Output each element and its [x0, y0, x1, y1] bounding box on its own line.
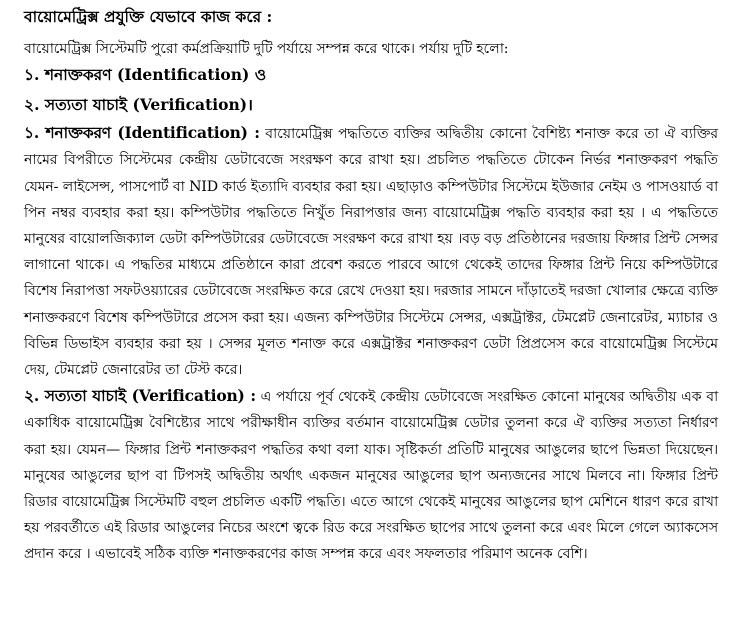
section-heading: বায়োমেট্রিক্স প্রযুক্তি যেভাবে কাজ করে :: [24, 7, 273, 26]
identification-paragraph: [24, 120, 718, 383]
identification-lead: ১. শনাক্তকরণ (Identification) :: [24, 123, 260, 143]
verification-lead: ২. সত্যতা যাচাই (Verification) :: [24, 386, 256, 406]
stage-item-identification: ১. শনাক্তকরণ (Identification) ও: [24, 65, 267, 85]
identification-body: বায়োমেট্রিক্স পদ্ধতিতে ব্যক্তির অদ্বিতীয় কোনো বৈশিষ্ট্য শনাক্ত করে তা ঐ ব্যক্তির নামের বিপরীতে সিস্টেমের কেন্দ্রীয় ডেটাবেজে সংরক্ষণ করে রাখা হয়। প্রচলিত পদ্ধতিতে টোকেন নির্ভর শনাক্তকরণ পদ্ধতি যেমন- লাইসেন্স, পাসপোর্ট বা NID কার্ড ইত্যাদি ব্যবহার করা হয়। এছাড়াও কম্পিউটার সিস্টেমে ইউজার নেইম ও পাসওয়ার্ড বা পিন নম্বর ব্যবহার করা হয়। কম্পিউটার পদ্ধতিতে নিখুঁত নিরাপত্তার জন্য বায়োমেট্রিক্স পদ্ধতি ব্যবহার করা হয় । এ পদ্ধতিতে মানুষের বায়োলজিক্যাল ডেটা কম্পিউটারের ডেটাবেজে সংরক্ষণ করে রাখা হয় ।বড় বড় প্রতিষ্ঠানের দরজায় ফিঙ্গার প্রিন্ট সেন্সর লাগানো থাকে। এ পদ্ধতির মাধ্যমে প্রতিষ্ঠানে কারা প্রবেশ করতে পারবে আগে থেকেই তাদের ফিঙ্গার প্রিন্ট নিয়ে কম্পিউটারে বিশেষ নিরাপত্তা সফটওয়্যারের ডেটাবেজে সংরক্ষিত করে রেখে দেওয়া হয়। দরজার সামনে দাঁড়াতেই দরজা খোলার ক্ষেত্রে ব্যক্তি শনাক্তকরণে বিশেষ কম্পিউটারে প্রসেস করা হয়। এজন্য কম্পিউটার সিস্টেমে সেন্সর, এক্সট্রাক্টর, টেমপ্লেট জেনারেটর, ম্যাচার ও বিভিন্ন ডিভাইস ব্যবহার করা হয় । সেন্সর মূলত শনাক্ত করে এক্সট্রাক্টর শনাক্তকরণ ডেটা প্রিপ্রসেস করে বায়োমেট্রিক্স সিস্টেমে দেয়, টেমপ্লেট জেনারেটর তা টেস্ট করে।: [24, 126, 719, 379]
verification-paragraph: [24, 383, 718, 567]
verification-body: এ পর্যায়ে পূর্ব থেকেই কেন্দ্রীয় ডেটাবেজে সংরক্ষিত কোনো মানুষের অদ্বিতীয় এক বা একাধিক বায়োমেট্রিক্স বৈশিষ্ট্যের সাথে পরীক্ষাধীন ব্যক্তির বর্তমান বায়োমেট্রিক্স ডেটার তুলনা করে ঐ ব্যক্তির সত্যতা নির্ধারণ করা হয়। যেমন— ফিঙ্গার প্রিন্ট শনাক্তকরণ পদ্ধতির কথা বলা যাক। সৃষ্টিকর্তা প্রতিটি মানুষের আঙুলের ছাপে ভিন্নতা দিয়েছেন। মানুষের আঙুলের ছাপ বা টিপসই অদ্বিতীয় অর্থাৎ একজন মানুষের আঙুলের ছাপ অন্যজনের সাথে মিলবে না। ফিঙ্গার প্রিন্ট রিডার বায়োমেট্রিক্স সিস্টেমটি বহুল প্রচলিত একটি পদ্ধতি। এতে আগে থেকেই মানুষের আঙুলের ছাপ মেশিনে ধারণ করে রাখা হয় পরবর্তীতে এই রিডার আঙুলের নিচের অংশে ত্বকে রিড করে সংরক্ষিত ছাপের সাথে তুলনা করে এবং মিলে গেলে অ্যাকসেস প্রদান করে । এভাবেই সঠিক ব্যক্তি শনাক্তকরণের কাজ সম্পন্ন করে এবং সফলতার পরিমাণ অনেক বেশি।: [24, 389, 718, 563]
stage-item-verification: ২. সত্যতা যাচাই (Verification)।: [24, 95, 253, 115]
intro-paragraph: বায়োমেট্রিক্স সিস্টেমটি পুরো কর্মপ্রক্রিয়াটি দুটি পর্যায়ে সম্পন্ন করে থাকে। পর্যায় দুটি হলো:: [24, 41, 509, 57]
